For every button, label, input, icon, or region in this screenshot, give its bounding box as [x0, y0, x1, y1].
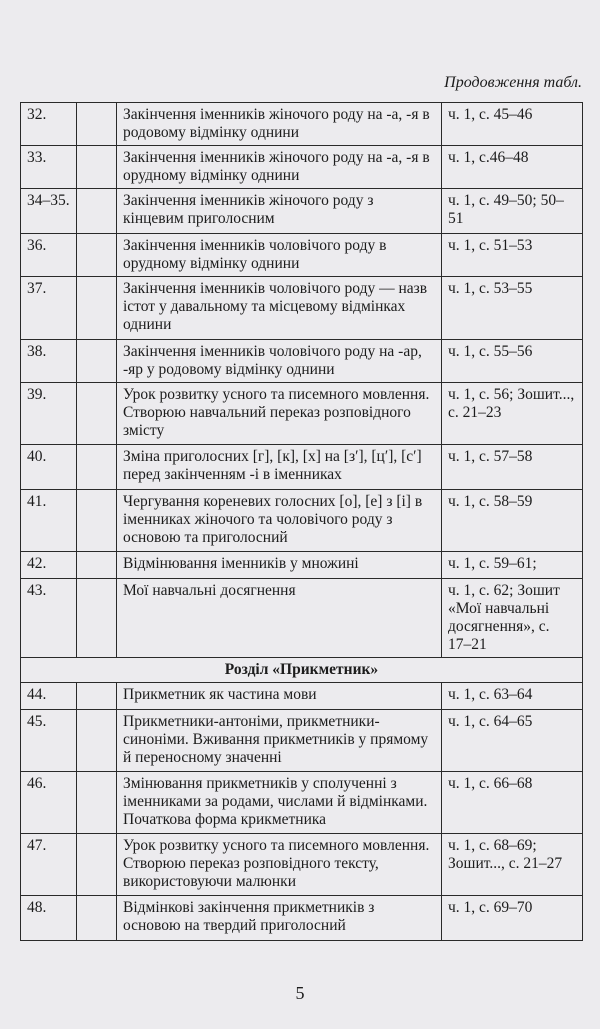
table-row	[21, 383, 583, 445]
lesson-reference: ч. 1, с. 69–70	[442, 896, 583, 941]
section-title: Розділ «Прикметник»	[21, 658, 583, 683]
empty-cell	[77, 490, 117, 552]
lesson-reference: ч. 1, с. 62; Зошит «Мої навчальні досягнення», с. 17–21	[442, 579, 583, 658]
lesson-topic: Урок розвитку усного та писемного мовлення. Створюю навчальний переказ розповідного змісту	[117, 383, 442, 445]
empty-cell	[77, 189, 117, 234]
lesson-topic: Закінчення іменників чоловічого роду в орудному відмінку однини	[117, 234, 442, 277]
empty-cell	[77, 579, 117, 658]
lesson-number: 34–35.	[21, 189, 77, 234]
table-row	[21, 490, 583, 552]
lesson-number: 44.	[21, 683, 77, 710]
empty-cell	[77, 834, 117, 896]
lesson-reference: ч. 1, с. 58–59	[442, 490, 583, 552]
lesson-topic: Закінчення іменників жіночого роду на -а, -я в родовому відмінку однини	[117, 103, 442, 146]
lesson-reference: ч. 1, с. 57–58	[442, 445, 583, 490]
empty-cell	[77, 146, 117, 189]
lesson-reference: ч. 1, с. 51–53	[442, 234, 583, 277]
lesson-topic: Мої навчальні досягнення	[117, 579, 442, 658]
empty-cell	[77, 710, 117, 772]
table-row	[21, 834, 583, 896]
table-row	[21, 579, 583, 658]
lesson-number: 46.	[21, 772, 77, 834]
table-row	[21, 445, 583, 490]
lesson-topic: Закінчення іменників чоловічого роду — назв істот у давальному та місцевому відмінках однини	[117, 277, 442, 340]
lesson-reference: ч. 1, с.46–48	[442, 146, 583, 189]
lesson-reference: ч. 1, с. 45–46	[442, 103, 583, 146]
page-number: 5	[295, 983, 305, 1003]
empty-cell	[77, 552, 117, 579]
lesson-reference: ч. 1, с. 56; Зошит..., с. 21–23	[442, 383, 583, 445]
lesson-topic: Урок розвитку усного та писемного мовлення. Створюю переказ розповідного тексту, використовуючи малюнки	[117, 834, 442, 896]
empty-cell	[77, 772, 117, 834]
table-row	[21, 896, 583, 941]
lesson-number: 40.	[21, 445, 77, 490]
empty-cell	[77, 383, 117, 445]
section-row	[21, 658, 583, 683]
empty-cell	[77, 234, 117, 277]
table-row	[21, 277, 583, 340]
lesson-number: 48.	[21, 896, 77, 941]
table-row	[21, 146, 583, 189]
table-row	[21, 552, 583, 579]
lesson-number: 42.	[21, 552, 77, 579]
table-row	[21, 103, 583, 146]
table-row	[21, 710, 583, 772]
lesson-topic: Чергування кореневих голосних [о], [е] з [і] в іменниках жіночого та чоловічого роду з основою та приголосний	[117, 490, 442, 552]
lesson-number: 36.	[21, 234, 77, 277]
lesson-topic: Прикметники-антоніми, прикметники-синоніми. Вживання прикметників у прямому й переносному значенні	[117, 710, 442, 772]
empty-cell	[77, 103, 117, 146]
lesson-topic: Прикметник як частина мови	[117, 683, 442, 710]
lesson-number: 47.	[21, 834, 77, 896]
lesson-number: 43.	[21, 579, 77, 658]
lesson-number: 32.	[21, 103, 77, 146]
lesson-reference: ч. 1, с. 49–50; 50–51	[442, 189, 583, 234]
lesson-topic: Зміна приголосних [г], [к], [х] на [з′], [ц′], [с′] перед закінченням -і в іменниках	[117, 445, 442, 490]
lesson-reference: ч. 1, с. 55–56	[442, 340, 583, 383]
table-row	[21, 189, 583, 234]
lesson-topic: Закінчення іменників жіночого роду з кінцевим приголосним	[117, 189, 442, 234]
empty-cell	[77, 277, 117, 340]
continuation-label: Продовження табл.	[444, 74, 582, 91]
lesson-reference: ч. 1, с. 63–64	[442, 683, 583, 710]
table-row	[21, 234, 583, 277]
lesson-reference: ч. 1, с. 64–65	[442, 710, 583, 772]
table-row	[21, 683, 583, 710]
lesson-number: 45.	[21, 710, 77, 772]
lesson-topic: Закінчення іменників чоловічого роду на -ар, -яр у родовому відмінку однини	[117, 340, 442, 383]
lesson-topic: Відмінювання іменників у множині	[117, 552, 442, 579]
lesson-reference: ч. 1, с. 68–69; Зошит..., с. 21–27	[442, 834, 583, 896]
lesson-topic: Закінчення іменників жіночого роду на -а, -я в орудному відмінку однини	[117, 146, 442, 189]
empty-cell	[77, 683, 117, 710]
lesson-plan-table	[20, 102, 583, 941]
lesson-number: 39.	[21, 383, 77, 445]
table-row	[21, 772, 583, 834]
lesson-number: 33.	[21, 146, 77, 189]
empty-cell	[77, 340, 117, 383]
lesson-reference: ч. 1, с. 66–68	[442, 772, 583, 834]
table-row	[21, 340, 583, 383]
lesson-number: 37.	[21, 277, 77, 340]
lesson-reference: ч. 1, с. 53–55	[442, 277, 583, 340]
lesson-topic: Змінювання прикметників у сполученні з іменниками за родами, числами й відмінками. Початкова форма крикметника	[117, 772, 442, 834]
lesson-reference: ч. 1, с. 59–61;	[442, 552, 583, 579]
empty-cell	[77, 445, 117, 490]
lesson-number: 38.	[21, 340, 77, 383]
lesson-topic: Відмінкові закінчення прикметників з основою на твердий приголосний	[117, 896, 442, 941]
empty-cell	[77, 896, 117, 941]
lesson-number: 41.	[21, 490, 77, 552]
